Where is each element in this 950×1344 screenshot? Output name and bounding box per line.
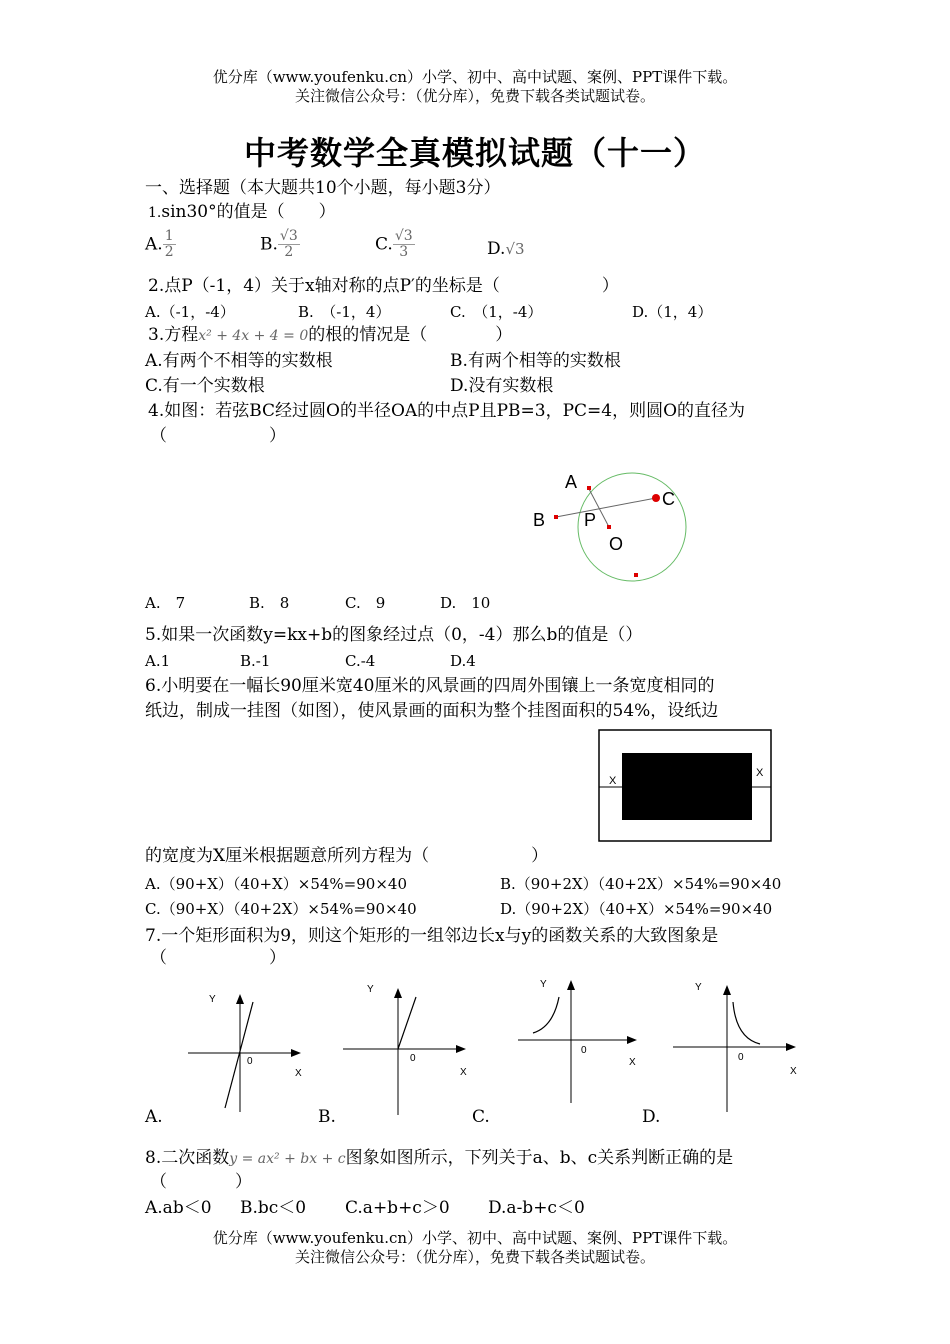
q1-option-d-label: D. xyxy=(487,239,506,259)
q4-option-c: C. 9 xyxy=(345,594,386,612)
q6-frame-figure xyxy=(597,728,775,844)
q4-point-c-marker xyxy=(652,494,660,502)
q1-option-c xyxy=(375,229,415,260)
q7-graph-b-y-label: Y xyxy=(367,984,374,995)
q1-option-c-label: C. xyxy=(375,234,393,255)
footer-line-2: 关注微信公众号：（优分库），免费下载各类试题试卷。 xyxy=(294,1248,655,1266)
q7-graph-b xyxy=(340,983,470,1118)
q5-option-c: C.-4 xyxy=(345,652,376,670)
q3-equation: x² + 4x + 4 = 0 xyxy=(198,328,309,344)
q7-graph-a-origin: 0 xyxy=(247,1056,253,1067)
q4-label-a: A xyxy=(565,472,578,492)
footer-line-1: 优分库（www.youfenku.cn）小学、初中、高中试题、案例、PPT课件下载。 xyxy=(212,1229,738,1247)
q8-stem xyxy=(145,1147,733,1170)
q2-stem: 2.点P（-1，4）关于x轴对称的点P′的坐标是（ ） xyxy=(148,276,619,296)
q7-graph-c-curve xyxy=(533,997,559,1033)
q1-option-b xyxy=(260,229,300,260)
q7-graph-d-x-label: X xyxy=(790,1066,797,1077)
q6-label-right-x: X xyxy=(756,767,764,779)
q1-option-a-label: A. xyxy=(145,234,163,255)
q8-equation: y = ax² + bx + c xyxy=(229,1151,346,1167)
q7-option-c: C. xyxy=(472,1107,490,1127)
q7-graph-c-x-label: X xyxy=(629,1057,636,1068)
q1-option-c-fraction xyxy=(393,229,415,260)
q7-graph-b-origin: 0 xyxy=(410,1053,416,1064)
q7-graph-c xyxy=(515,975,645,1105)
header-line-2: 关注微信公众号：（优分库），免费下载各类试题试卷。 xyxy=(294,87,655,105)
q4-option-a: A. 7 xyxy=(145,594,186,612)
q1-option-c-denominator: 3 xyxy=(399,244,409,260)
q8-option-a: A.ab＜0 xyxy=(145,1198,212,1218)
q2-option-a: A.（-1，-4） xyxy=(145,303,235,321)
q8-answer-paren: （ ） xyxy=(150,1172,252,1192)
q2-option-d: D.（1，4） xyxy=(632,303,713,321)
section-heading: 一、选择题（本大题共10个小题，每小题3分） xyxy=(145,178,501,198)
header-line-1: 优分库（www.youfenku.cn）小学、初中、高中试题、案例、PPT课件下载。 xyxy=(212,68,738,86)
q8-option-c: C.a+b+c＞0 xyxy=(345,1198,450,1218)
q5-option-a: A.1 xyxy=(145,652,171,670)
q5-stem: 5.如果一次函数y=kx+b的图象经过点（0，-4）那么b的值是（） xyxy=(145,625,643,645)
q7-graph-c-origin: 0 xyxy=(581,1045,587,1056)
q4-option-b: B. 8 xyxy=(249,594,290,612)
q8-option-d: D.a-b+c＜0 xyxy=(488,1198,585,1218)
q1-option-c-numerator: √3 xyxy=(394,228,413,244)
q3-option-c: C.有一个实数根 xyxy=(145,376,265,396)
q1-option-b-fraction xyxy=(278,229,300,260)
q2-option-c: C. （1，-4） xyxy=(450,303,543,321)
q1-stem xyxy=(148,201,336,224)
page-title: 中考数学全真模拟试题（十一） xyxy=(243,134,706,172)
q7-graph-b-ray xyxy=(398,997,416,1049)
q1-option-a-denominator: 2 xyxy=(164,244,174,260)
q1-option-a-fraction xyxy=(163,229,176,260)
q4-label-b: B xyxy=(533,510,546,530)
q4-label-o: O xyxy=(609,534,624,554)
q4-circle-figure xyxy=(520,462,710,592)
q6-painting xyxy=(622,753,752,820)
q4-label-p: P xyxy=(584,510,597,530)
q7-graph-d-y-label: Y xyxy=(695,982,702,993)
q4-point-a-marker xyxy=(587,486,591,490)
q2-option-b: B. （-1，4） xyxy=(298,303,391,321)
q7-answer-paren: （ ） xyxy=(150,948,286,968)
q6-line-1: 6.小明要在一幅长90厘米宽40厘米的风景画的四周外围镶上一条宽度相同的 xyxy=(145,676,715,696)
q1-option-d xyxy=(487,238,525,260)
q7-option-b: B. xyxy=(318,1107,336,1127)
q7-graph-a-y-label: Y xyxy=(209,994,216,1005)
q4-answer-paren: （ ） xyxy=(150,426,286,446)
q4-point-o-marker xyxy=(607,525,611,529)
q8-stem-end: 图象如图所示，下列关于a、b、c关系判断正确的是 xyxy=(345,1148,734,1168)
q1-option-a-numerator: 1 xyxy=(164,228,174,244)
q1-option-b-label: B. xyxy=(260,234,278,255)
q1-text: sin30°的值是（ ） xyxy=(161,202,336,222)
q8-stem-start: 8.二次函数 xyxy=(145,1148,230,1168)
q7-graph-a xyxy=(185,990,310,1115)
q1-option-b-denominator: 2 xyxy=(284,244,294,260)
q7-graph-b-x-label: X xyxy=(460,1067,467,1078)
q7-graph-d-origin: 0 xyxy=(738,1052,744,1063)
q1-option-a xyxy=(145,229,176,260)
q4-circle-marker xyxy=(634,573,638,577)
q6-option-a: A.（90+X）（40+X）×54%=90×40 xyxy=(145,875,407,893)
q8-option-b: B.bc＜0 xyxy=(240,1198,307,1218)
q3-option-a: A.有两个不相等的实数根 xyxy=(145,351,333,371)
q3-stem-start: 3.方程 xyxy=(148,325,199,345)
q3-stem xyxy=(148,324,512,347)
q6-option-d: D.（90+2X）（40+X）×54%=90×40 xyxy=(500,900,773,918)
q7-graph-a-line xyxy=(225,1002,253,1108)
q4-option-d: D. 10 xyxy=(440,594,491,612)
q5-option-b: B.-1 xyxy=(240,652,271,670)
q7-option-d: D. xyxy=(642,1107,661,1127)
q6-label-left-x: X xyxy=(609,775,617,787)
q7-option-a: A. xyxy=(145,1107,163,1127)
q4-stem: 4.如图：若弦BC经过圆O的半径OA的中点P且PB=3，PC=4，则圆O的直径为 xyxy=(148,401,746,421)
q7-graph-d-curve xyxy=(733,1002,760,1044)
q3-stem-end: 的根的情况是（ ） xyxy=(308,325,513,345)
q5-option-d: D.4 xyxy=(450,652,476,670)
q4-point-b-marker xyxy=(554,515,558,519)
q4-chord-bc xyxy=(556,498,656,517)
q4-label-c: C xyxy=(662,489,675,509)
q6-line-3: 的宽度为X厘米根据题意所列方程为（ ） xyxy=(145,846,549,866)
q7-graph-d xyxy=(670,980,800,1115)
q1-number: 1. xyxy=(148,205,162,221)
q7-graph-c-y-label: Y xyxy=(540,979,547,990)
q7-line-1: 7.一个矩形面积为9，则这个矩形的一组邻边长x与y的函数关系的大致图象是 xyxy=(145,926,719,946)
q1-option-d-value: √3 xyxy=(505,240,525,258)
q6-option-b: B.（90+2X）（40+2X）×54%=90×40 xyxy=(500,875,782,893)
q6-option-c: C.（90+X）（40+2X）×54%=90×40 xyxy=(145,900,417,918)
q3-option-d: D.没有实数根 xyxy=(450,376,554,396)
q3-option-b: B.有两个相等的实数根 xyxy=(450,351,621,371)
q1-option-b-numerator: √3 xyxy=(279,228,298,244)
q7-graph-a-x-label: X xyxy=(295,1068,302,1079)
q6-line-2: 纸边，制成一挂图（如图），使风景画的面积为整个挂图面积的54%，设纸边 xyxy=(145,701,719,721)
